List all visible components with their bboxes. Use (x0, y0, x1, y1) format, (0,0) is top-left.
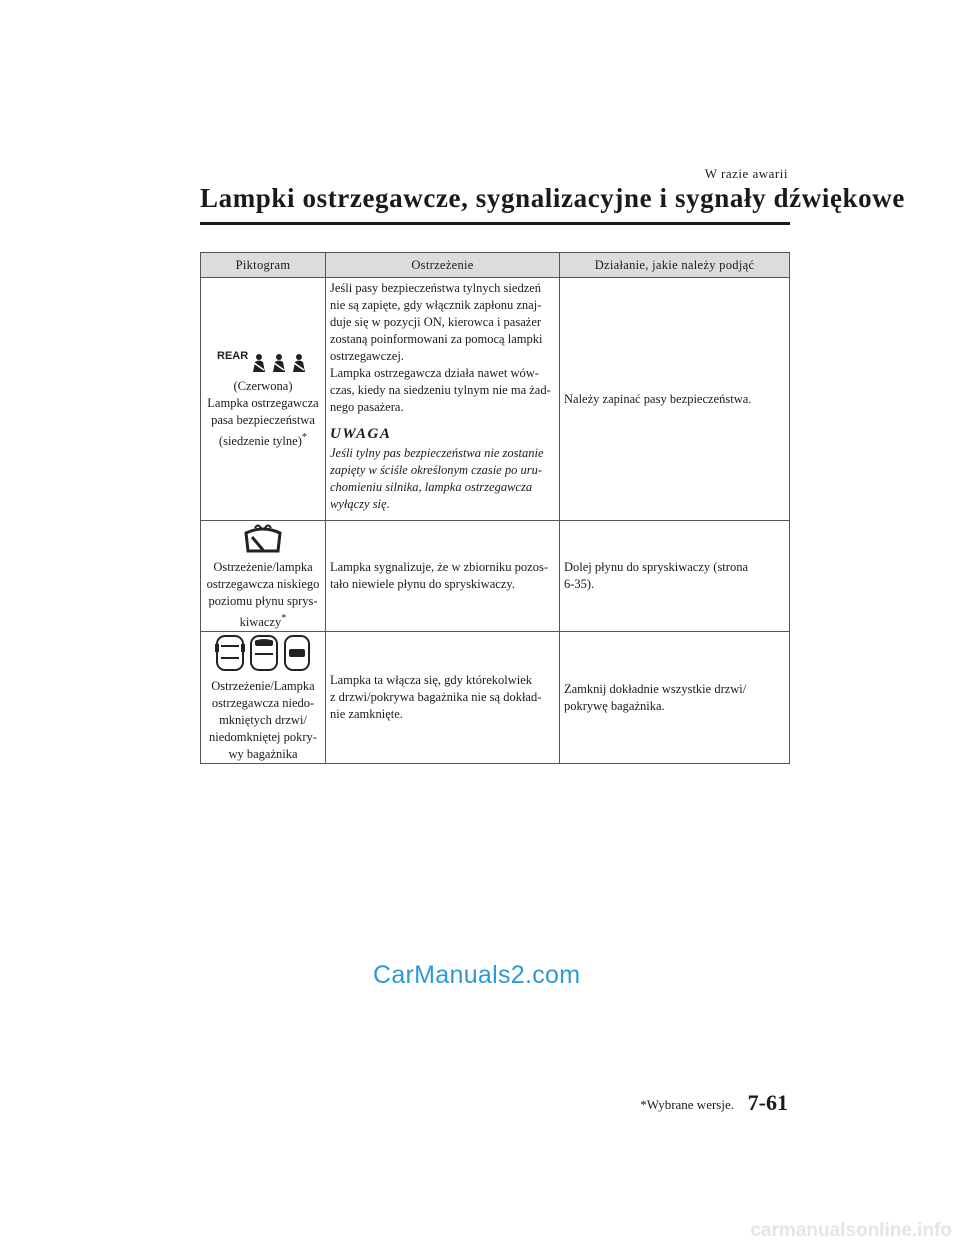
pictogram-cell (201, 632, 326, 764)
action-cell: Zamknij dokładnie wszystkie drzwi/ pokrywę bagażnika. (560, 632, 790, 764)
site-watermark: carmanualsonline.info (750, 1220, 952, 1241)
svg-text:REAR: REAR (217, 349, 249, 362)
door-ajar-icon (205, 632, 321, 674)
note-title: UWAGA (330, 426, 392, 442)
pictogram-cell (201, 521, 326, 632)
warning-cell: Jeśli pasy bezpieczeństwa tylnych siedzeń nie są zapięte, gdy włącznik zapłonu znaj- duje się w pozycji ON, kierowca i pasażer zostaną poinformowani za pomocą lampki ostrzegawczej. Lampka ostrzegawcza działa nawet wów- czas, kiedy na siedzeniu tylnym nie ma żad- nego pasażera. UWAGA Jeśli tylny pas bezpieczeństwa nie zostanie zapięty w ściśle określonym czasie po uru- chomieniu silnika, lampka ostrzegawcza wyłączy się. (326, 278, 560, 521)
action-cell: Należy zapinać pasy bezpieczeństwa. (560, 278, 790, 521)
table-header-row (201, 253, 790, 278)
watermark-link[interactable]: CarManuals2.com (373, 961, 581, 989)
pictogram-label: Ostrzeżenie/Lampka ostrzegawcza niedo- mkniętych drzwi/ niedomkniętej pokry- wy bagażnika (209, 679, 317, 762)
pictogram-label: Ostrzeżenie/lampka ostrzegawcza niskiego poziomu płynu sprys- kiwaczy* (206, 560, 320, 630)
warning-cell: Lampka ta włącza się, gdy którekolwiek z drzwi/pokrywa bagażnika nie są dokład- nie zamknięte. (326, 632, 560, 764)
washer-fluid-icon (205, 521, 321, 555)
title-rule (200, 222, 790, 225)
table-row (201, 632, 790, 764)
column-header-pictogram: Piktogram (201, 253, 326, 278)
page-number: 7-61 (747, 1090, 788, 1115)
page-title: Lampki ostrzegawcze, sygnalizacyjne i sygnały dźwiękowe (200, 183, 905, 213)
pictogram-cell (201, 278, 326, 521)
pictogram-label: (Czerwona) Lampka ostrzegawcza pasa bezpieczeństwa (siedzenie tylne)* (207, 378, 319, 449)
table-row (201, 278, 790, 521)
note-text: Jeśli tylny pas bezpieczeństwa nie zostanie zapięty w ściśle określonym czasie po uru- chomieniu silnika, lampka ostrzegawcza wyłączy się. (330, 446, 544, 511)
warning-cell: Lampka sygnalizuje, że w zbiorniku pozos- tało niewiele płynu do spryskiwaczy. (326, 521, 560, 632)
action-cell: Dolej płynu do spryskiwaczy (strona 6-35). (560, 521, 790, 632)
warning-table (200, 252, 790, 764)
column-header-warning: Ostrzeżenie (326, 253, 560, 278)
column-header-action: Działanie, jakie należy podjąć (560, 253, 790, 278)
rear-seat-belt-warning-icon (205, 348, 321, 374)
table-row (201, 521, 790, 632)
footnote: *Wybrane wersje. (640, 1097, 734, 1112)
section-label: W razie awarii (704, 166, 788, 181)
